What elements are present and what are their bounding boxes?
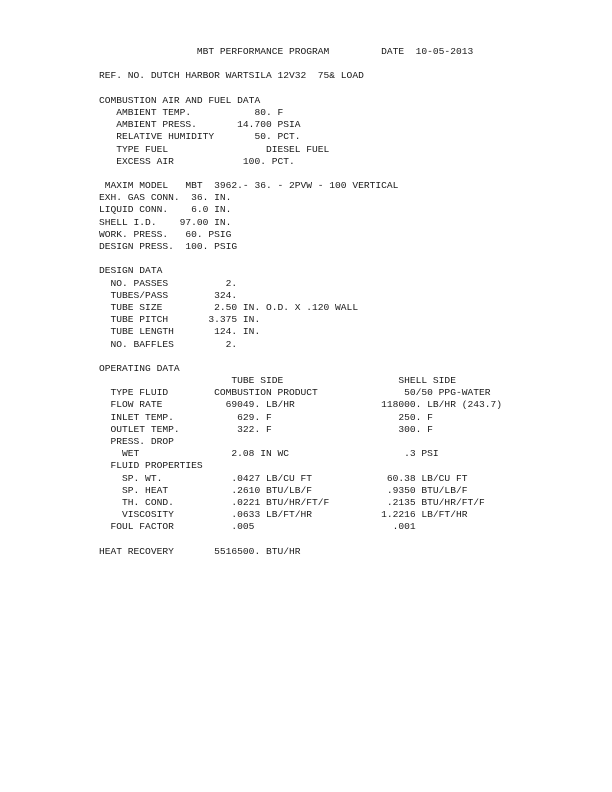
report-line: TUBES/PASS 324. — [99, 289, 238, 301]
report-line: FOUL FACTOR .005 .001 — [99, 521, 416, 533]
report-line: MBT PERFORMANCE PROGRAM DATE 10-05-2013 — [99, 46, 474, 57]
report-line: SHELL I.D. 97.00 IN. — [99, 216, 232, 228]
report-line: TUBE SIDE SHELL SIDE — [99, 375, 456, 387]
report-line: SP. HEAT .2610 BTU/LB/F .9350 BTU/LB/F — [99, 484, 468, 496]
report-line: HEAT RECOVERY 5516500. BTU/HR — [99, 545, 301, 557]
report-line: OPERATING DATA — [99, 362, 180, 374]
report-line: RELATIVE HUMIDITY 50. PCT. — [99, 131, 301, 143]
report-line — [99, 83, 502, 95]
report-line — [99, 168, 502, 180]
report-line — [99, 534, 502, 546]
report-line: SP. WT. .0427 LB/CU FT 60.38 LB/CU FT — [99, 472, 468, 484]
report-line: FLOW RATE 69049. LB/HR 118000. LB/HR (243.7) — [99, 399, 503, 411]
performance-report — [99, 46, 502, 558]
report-line: TUBE PITCH 3.375 IN. — [99, 314, 261, 326]
report-line: AMBIENT TEMP. 80. F — [99, 106, 284, 118]
report-line: TH. COND. .0221 BTU/HR/FT/F .2135 BTU/HR/FT/F — [99, 496, 485, 508]
report-line: REF. NO. DUTCH HARBOR WARTSILA 12V32 75& LOAD — [99, 70, 364, 82]
report-line: TYPE FLUID COMBUSTION PRODUCT 50/50 PPG-WATER — [99, 387, 491, 399]
report-line: NO. BAFFLES 2. — [99, 338, 238, 350]
report-line: NO. PASSES 2. — [99, 277, 238, 289]
report-line: OUTLET TEMP. 322. F 300. F — [99, 423, 433, 435]
report-line: INLET TEMP. 629. F 250. F — [99, 411, 433, 423]
report-line: TYPE FUEL DIESEL FUEL — [99, 143, 330, 155]
report-line: TUBE SIZE 2.50 IN. O.D. X .120 WALL — [99, 301, 359, 313]
report-line: LIQUID CONN. 6.0 IN. — [99, 204, 232, 216]
report-line — [99, 58, 502, 70]
report-line: WET 2.08 IN WC .3 PSI — [99, 448, 439, 460]
report-line: AMBIENT PRESS. 14.700 PSIA — [99, 119, 301, 131]
report-line: DESIGN PRESS. 100. PSIG — [99, 241, 238, 252]
report-line — [99, 351, 502, 363]
report-line: COMBUSTION AIR AND FUEL DATA — [99, 94, 261, 106]
report-line: VISCOSITY .0633 LB/FT/HR 1.2216 LB/FT/HR — [99, 509, 468, 521]
report-line: TUBE LENGTH 124. IN. — [99, 326, 261, 338]
report-line — [99, 253, 502, 265]
report-line: MAXIM MODEL MBT 3962.- 36. - 2PVW - 100 VERTICAL — [99, 180, 399, 192]
report-line: EXCESS AIR 100. PCT. — [99, 155, 295, 167]
report-line: DESIGN DATA — [99, 265, 163, 277]
report-line: WORK. PRESS. 60. PSIG — [99, 228, 232, 240]
report-line: FLUID PROPERTIES — [99, 460, 203, 472]
report-line: EXH. GAS CONN. 36. IN. — [99, 192, 232, 204]
report-line: PRESS. DROP — [99, 436, 174, 447]
